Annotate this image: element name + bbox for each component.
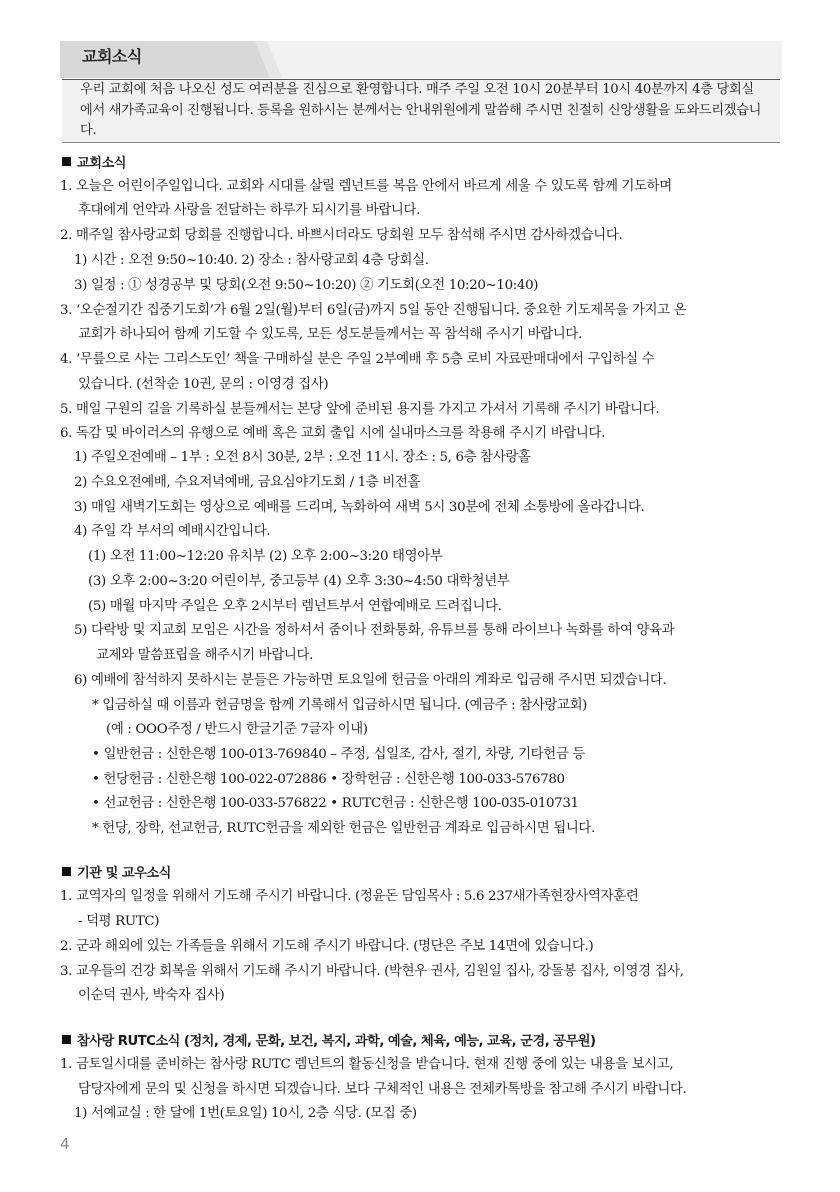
section-title: 기관 및 교우소식 — [77, 866, 171, 881]
list-item: • 선교헌금 : 신한은행 100-033-576822 • RUTC헌금 : 신한은행 100-035-010731 — [92, 796, 579, 811]
list-item: * 입금하실 때 이름과 헌금명을 함께 기록해서 입금하시면 됩니다. (예금주 : 참사랑교회) — [92, 698, 588, 713]
section-header — [60, 36, 782, 78]
list-item: 3. ‘오순절기간 집중기도회’가 6월 2일(월)부터 6일(금)까지 5일 동안 진행됩니다. 중요한 기도제목을 가지고 온 — [60, 303, 687, 318]
list-item: 1) 시간 : 오전 9:50~10:40. 2) 장소 : 참사랑교회 4층 당회실. — [74, 253, 429, 268]
section-heading-rutc-news — [62, 1030, 596, 1049]
list-item: 2. 매주일 참사랑교회 당회를 진행합니다. 바쁘시더라도 당회원 모두 참석해 주시면 감사하겠습니다. — [60, 228, 623, 243]
list-item: 3) 매일 새벽기도회는 영상으로 예배를 드리며, 녹화하여 새벽 5시 30분에 전체 소통방에 올라갑니다. — [74, 500, 645, 515]
list-item: 담당자에게 문의 및 신청을 하시면 되겠습니다. 보다 구체적인 내용은 전체카톡방을 참고해 주시기 바랍니다. — [78, 1082, 687, 1097]
list-item: 있습니다. (선착순 10권, 문의 : 이영경 집사) — [78, 377, 329, 392]
list-item: 교제와 말씀표립을 해주시기 바랍니다. — [96, 648, 313, 663]
list-item: 6. 독감 및 바이러스의 유행으로 예배 혹은 교회 출입 시에 실내마스크를 착용해 주시기 바랍니다. — [60, 426, 606, 441]
header-tab-shape — [60, 36, 782, 78]
list-item: 4. ‘무릎으로 사는 그리스도인’ 책을 구매하실 분은 주일 2부예배 후 5층 로비 자료판매대에서 구입하실 수 — [60, 352, 655, 367]
list-item: (1) 오전 11:00~12:20 유치부 (2) 오후 2:00~3:20 태영아부 — [88, 549, 443, 564]
list-item: 5. 매일 구원의 길을 기록하실 분들께서는 본당 앞에 준비된 용지를 가지고 가셔서 기록해 주시기 바랍니다. — [60, 402, 660, 417]
list-item: - 덕평 RUTC) — [78, 914, 160, 929]
list-item: 후대에게 언약과 사랑을 전달하는 하루가 되시기를 바랍니다. — [78, 203, 420, 218]
list-item: (3) 오후 2:00~3:20 어린이부, 중고등부 (4) 오후 3:30~4:50 대학청년부 — [88, 574, 510, 589]
section-heading-church-news — [62, 152, 126, 171]
section-heading-organization-news — [62, 862, 171, 881]
list-item: 4) 주일 각 부서의 예배시간입니다. — [74, 524, 271, 539]
list-item: 1. 오늘은 어린이주일입니다. 교회와 시대를 살릴 렘넌트를 복음 안에서 바르게 세울 수 있도록 함께 기도하며 — [60, 179, 672, 194]
header-title: 교회소식 — [82, 47, 142, 66]
list-item: 1) 서예교실 : 한 달에 1번(토요일) 10시, 2층 식당. (모집 중) — [74, 1106, 417, 1121]
list-item: * 헌당, 장학, 선교헌금, RUTC헌금을 제외한 헌금은 일반헌금 계좌로 입금하시면 됩니다. — [92, 821, 595, 836]
list-item: 2) 수요오전예배, 수요저녁예배, 금요심야기도회 / 1층 비전홀 — [74, 475, 421, 490]
list-item: 1. 금토일시대를 준비하는 참사랑 RUTC 렘넌트의 활동신청을 받습니다. 현재 진행 중에 있는 내용을 보시고, — [60, 1057, 674, 1072]
list-item: • 일반헌금 : 신한은행 100-013-769840 – 주정, 십일조, 감사, 절기, 차량, 기타헌금 등 — [92, 747, 585, 762]
list-item: 2. 군과 해외에 있는 가족들을 위해서 기도해 주시기 바랍니다. (명단은 주보 14면에 있습니다.) — [60, 939, 594, 954]
welcome-notice: 우리 교회에 처음 나오신 성도 여러분을 진심으로 환영합니다. 매주 주일 오전 10시 20분부터 10시 40분까지 4층 당회실에서 새가족교육이 진행됩니다. 등록을 원하시는 분께서는 안내위원에게 말씀해 주시면 친절히 신앙생활을 도와드리겠습니다. — [62, 79, 780, 143]
list-item: • 헌당헌금 : 신한은행 100-022-072886 • 장학헌금 : 신한은행 100-033-576780 — [92, 772, 565, 787]
list-item: 6) 예배에 참석하지 못하시는 분들은 가능하면 토요일에 헌금을 아래의 계좌로 입금해 주시면 되겠습니다. — [74, 673, 667, 688]
list-item: 5) 다락방 및 지교회 모임은 시간을 정하셔서 줌이나 전화통화, 유튜브를 통해 라이브나 녹화를 하여 양육과 — [74, 623, 675, 638]
list-item: (예 : OOO주정 / 반드시 한글기준 7글자 이내) — [106, 722, 368, 737]
list-item: 3) 일정 : ① 성경공부 및 당회(오전 9:50~10:20) ② 기도회(오전 10:20~10:40) — [74, 278, 539, 293]
list-item: 1. 교역자의 일정을 위해서 기도해 주시기 바랍니다. (정윤돈 담임목사 : 5.6 237새가족현장사역자훈련 — [60, 889, 639, 904]
list-item: 3. 교우들의 건강 회복을 위해서 기도해 주시기 바랍니다. (박현우 권사, 김원일 집사, 강돌봉 집사, 이영경 집사, — [60, 964, 684, 979]
list-item: 이순덕 권사, 박숙자 집사) — [78, 988, 225, 1003]
list-item: (5) 매월 마지막 주일은 오후 2시부터 렘넌트부서 연합예배로 드려집니다. — [88, 599, 502, 614]
page-number: 4 — [60, 1135, 70, 1153]
section-title: 교회소식 — [77, 156, 126, 171]
section-title: 참사랑 RUTC소식 (정치, 경제, 문화, 보건, 복지, 과학, 예술, 체육, 예능, 교육, 군경, 공무원) — [77, 1034, 596, 1049]
list-item: 1) 주일오전예배 – 1부 : 오전 8시 30분, 2부 : 오전 11시. 장소 : 5, 6층 참사랑홀 — [74, 450, 531, 465]
list-item: 교회가 하나되어 함께 기도할 수 있도록, 모든 성도분들께서는 꼭 참석해 주시기 바랍니다. — [78, 327, 582, 342]
